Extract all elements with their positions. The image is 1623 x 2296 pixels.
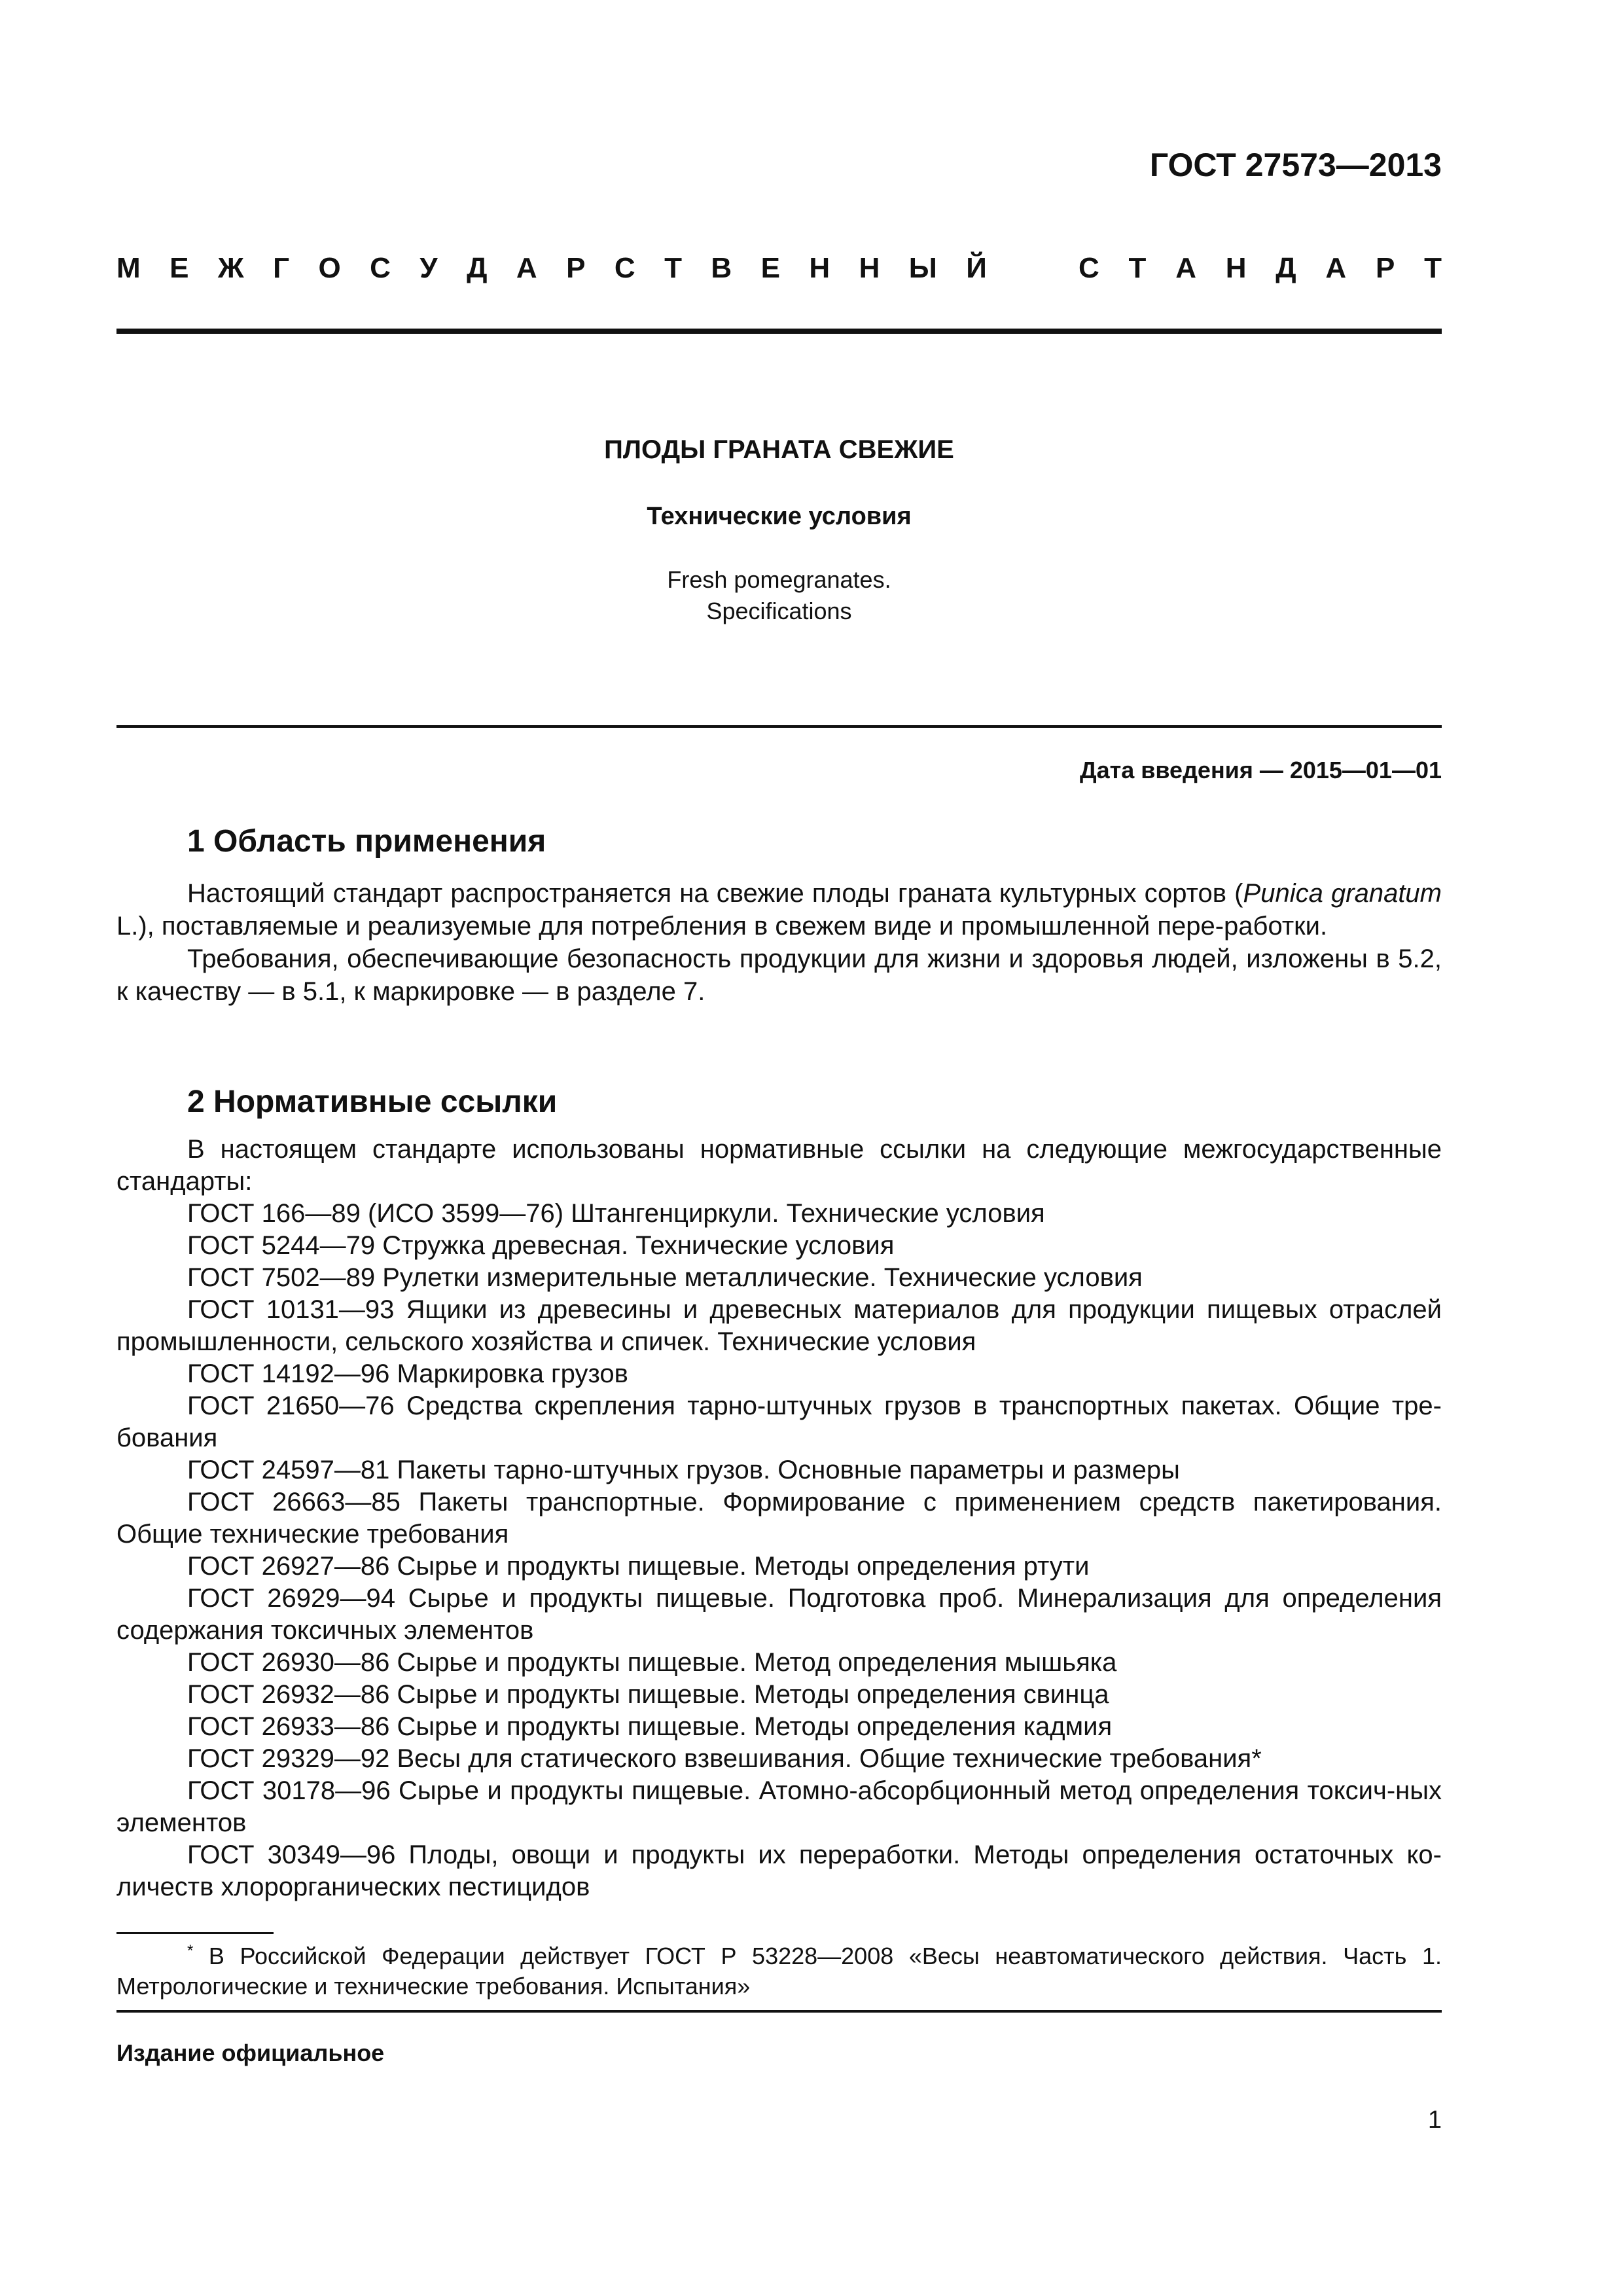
paragraph: Требования, обеспечивающие безопасность продукции для жизни и здоровья людей, изложены в 5.2, к качеству — в 5.1, к маркировке — в разделе 7. (116, 944, 1442, 1006)
reference-item: ГОСТ 24597—81 Пакеты тарно-штучных грузов. Основные параметры и размеры (187, 1456, 1180, 1484)
banner-letter: Й (966, 252, 987, 284)
reference-item: ГОСТ 7502—89 Рулетки измерительные металлические. Технические условия (187, 1263, 1143, 1292)
footnote (116, 1936, 1442, 2001)
banner-letter: В (711, 252, 732, 284)
header-rule (116, 329, 1442, 334)
banner-letter: Д (1275, 252, 1296, 284)
paragraph: В настоящем стандарте использованы нормативные ссылки на следующие межгосударственные стандарты: (116, 1135, 1442, 1196)
standard-number: ГОСТ 27573—2013 (1149, 147, 1442, 183)
reference-item: ГОСТ 26933—86 Сырье и продукты пищевые. Методы определения кадмия (187, 1712, 1113, 1741)
english-title-line2: Specifications (706, 598, 852, 624)
banner-letter: Е (169, 252, 189, 284)
reference-item: ГОСТ 29329—92 Весы для статического взвешивания. Общие технические требования* (187, 1744, 1262, 1773)
banner-letter: Г (273, 252, 290, 284)
text-run: L.), поставляемые и реализуемые для потребления в свежем виде и промышленной пере-работки. (116, 912, 1328, 941)
document-page (116, 0, 1442, 2296)
document-title: ПЛОДЫ ГРАНАТА СВЕЖИЕ (604, 435, 954, 464)
reference-item: ГОСТ 26927—86 Сырье и продукты пищевые. Методы определения ртути (187, 1552, 1090, 1581)
paragraph (116, 877, 1442, 942)
banner-letter: А (1325, 252, 1347, 284)
banner-word-interstate (116, 249, 987, 288)
reference-item: ГОСТ 5244—79 Стружка древесная. Технические условия (187, 1231, 895, 1260)
banner-letter: С (614, 252, 635, 284)
banner-letter: С (1079, 252, 1099, 284)
banner-letter: Р (566, 252, 586, 284)
reference-item: ГОСТ 10131—93 Ящики из древесины и древесных материалов для продукции пищевых отраслей промышленности, сельского хозяйства и спичек. Технические условия (116, 1295, 1442, 1356)
banner-letter: У (419, 252, 438, 284)
reference-item: ГОСТ 26663—85 Пакеты транспортные. Формирование с применением средств пакетирования. Общие технические требования (116, 1488, 1442, 1549)
section-normative-references (116, 1083, 1442, 1903)
banner-letter: А (1175, 252, 1196, 284)
banner-letter: Т (664, 252, 682, 284)
banner-letter: О (318, 252, 341, 284)
reference-item: ГОСТ 30178—96 Сырье и продукты пищевые. Атомно-абсорбционный метод определения токсич-ных элементов (116, 1776, 1442, 1837)
reference-list (116, 1198, 1442, 1903)
reference-item: ГОСТ 30349—96 Плоды, овощи и продукты их переработки. Методы определения остаточных ко-личеств хлорорганических пестицидов (116, 1840, 1442, 1901)
banner-letter: Ж (217, 252, 244, 284)
introduction-date: Дата введения — 2015—01—01 (1079, 757, 1442, 783)
footnote-mark: * (187, 1942, 194, 1960)
title-rule (116, 725, 1442, 728)
page-number: 1 (1427, 2106, 1442, 2134)
footnote-text: В Российской Федерации действует ГОСТ Р 53228—2008 «Весы неавтоматического действия. Часть 1. Метрологические и технические требования. Испытания» (116, 1943, 1442, 2000)
reference-item: ГОСТ 166—89 (ИСО 3599—76) Штангенциркули. Технические условия (187, 1199, 1045, 1228)
banner-letter: Н (1225, 252, 1247, 284)
reference-item: ГОСТ 26932—86 Сырье и продукты пищевые. Методы определения свинца (187, 1680, 1109, 1709)
section-heading: 2 Нормативные ссылки (187, 1085, 558, 1119)
latin-name: Punica granatum (1243, 879, 1442, 908)
footnote-rule (116, 1932, 274, 1934)
banner-letter: Т (1128, 252, 1147, 284)
reference-item: ГОСТ 21650—76 Средства скрепления тарно-штучных грузов в транспортных пакетах. Общие тре-бования (116, 1391, 1442, 1452)
reference-item: ГОСТ 26929—94 Сырье и продукты пищевые. Подготовка проб. Минерализация для определения содержания токсичных элементов (116, 1584, 1442, 1645)
banner-letter: Ы (908, 252, 937, 284)
banner-letter: Н (809, 252, 830, 284)
banner-letter: Д (467, 252, 488, 284)
english-title-line1: Fresh pomegranates. (667, 566, 891, 593)
english-title (116, 564, 1442, 627)
standard-type-banner (116, 249, 1442, 288)
section-scope (116, 822, 1442, 1008)
reference-item: ГОСТ 14192—96 Маркировка грузов (187, 1359, 628, 1388)
banner-letter: А (516, 252, 537, 284)
banner-letter: М (116, 252, 141, 284)
official-edition-label: Издание официальное (116, 2039, 385, 2066)
banner-letter: С (370, 252, 391, 284)
footer-rule (116, 2010, 1442, 2013)
text-run: Настоящий стандарт распространяется на свежие плоды граната культурных сортов ( (187, 879, 1243, 908)
banner-word-standard (1079, 249, 1442, 288)
banner-letter: Т (1424, 252, 1442, 284)
banner-letter: Н (859, 252, 880, 284)
banner-letter: Е (760, 252, 780, 284)
document-subtitle: Технические условия (647, 503, 912, 530)
section-heading: 1 Область применения (187, 824, 546, 859)
banner-letter: Р (1375, 252, 1395, 284)
reference-item: ГОСТ 26930—86 Сырье и продукты пищевые. Метод определения мышьяка (187, 1648, 1117, 1677)
